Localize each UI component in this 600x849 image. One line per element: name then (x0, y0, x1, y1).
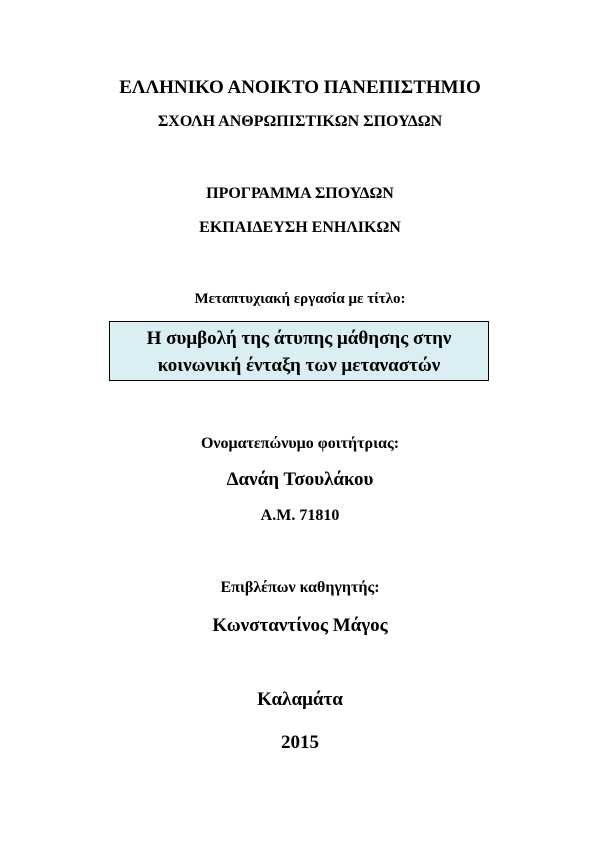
student-label: Ονοματεπώνυμο φοιτήτριας: (200, 435, 400, 452)
student-id: Α.Μ. 71810 (260, 507, 340, 524)
city: Καλαμάτα (257, 689, 343, 710)
year: 2015 (281, 732, 319, 753)
school-name: ΣΧΟΛΗ ΑΝΘΡΩΠΙΣΤΙΚΩΝ ΣΠΟΥΔΩΝ (157, 113, 443, 130)
thesis-title-line-2: κοινωνική ένταξη των μεταναστών (157, 355, 441, 376)
program-label: ΠΡΟΓΡΑΜΜΑ ΣΠΟΥΔΩΝ (206, 185, 394, 202)
thesis-title-line-1: Η συμβολή της άτυπης μάθησης στην (146, 328, 452, 349)
thesis-title-label: Μεταπτυχιακή εργασία με τίτλο: (194, 291, 406, 307)
supervisor-label: Επιβλέπων καθηγητής: (220, 579, 380, 596)
thesis-title-box (109, 321, 489, 381)
university-name: ΕΛΛΗΝΙΚΟ ΑΝΟΙΚΤΟ ΠΑΝΕΠΙΣΤΗΜΙΟ (119, 77, 481, 98)
student-name: Δανάη Τσουλάκου (226, 469, 374, 490)
program-name: ΕΚΠΑΙΔΕΥΣΗ ΕΝΗΛΙΚΩΝ (199, 219, 401, 236)
supervisor-name: Κωνσταντίνος Μάγος (212, 615, 388, 636)
